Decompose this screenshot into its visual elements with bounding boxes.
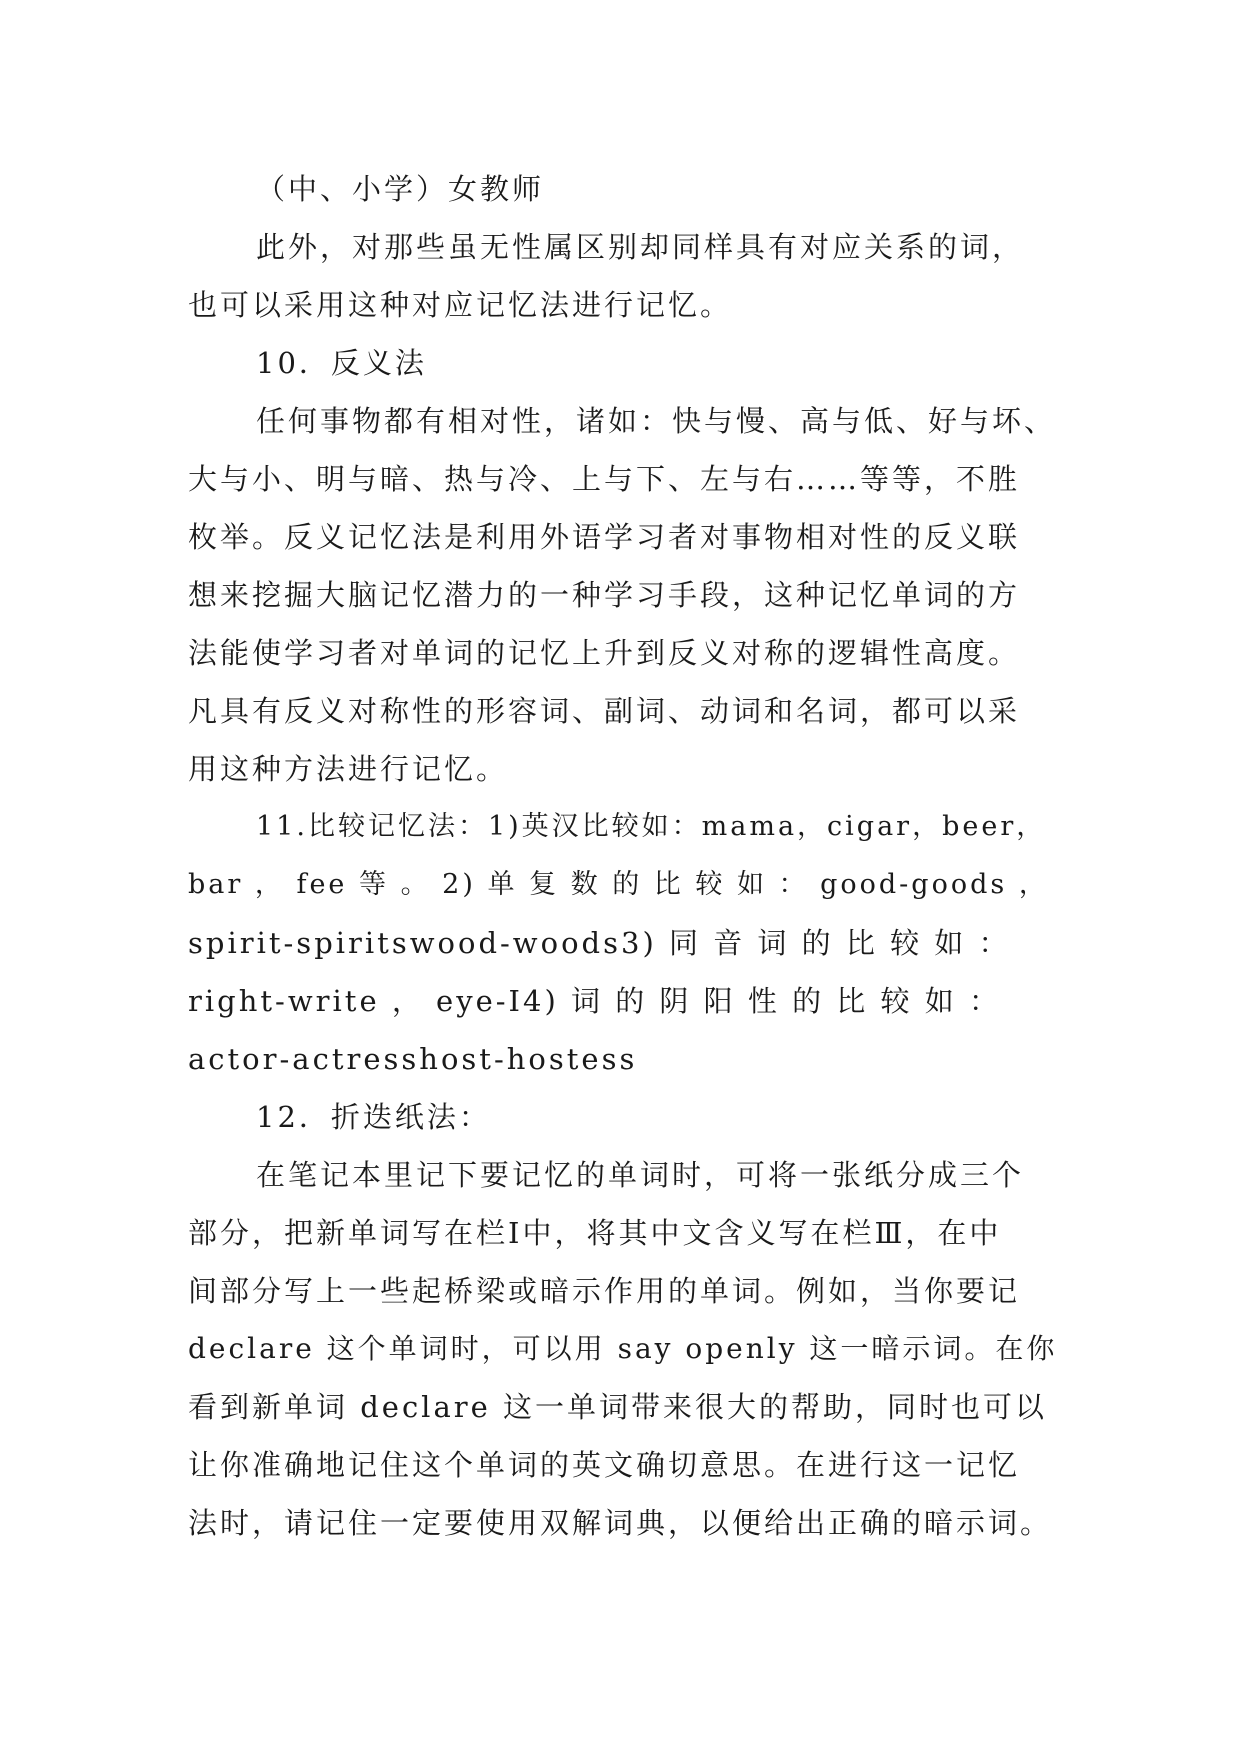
text-line: 间部分写上一些起桥梁或暗示作用的单词。例如，当你要记 bbox=[188, 1274, 1021, 1308]
text-line: declare 这个单词时，可以用 say openly 这一暗示词。在你 bbox=[188, 1332, 1058, 1365]
text-line: actor-actresshost-hostess bbox=[188, 1042, 638, 1076]
text-line: 凡具有反义对称性的形容词、副词、动词和名词，都可以采 bbox=[188, 694, 1021, 728]
text-line: 看到新单词 declare 这一单词带来很大的帮助，同时也可以 bbox=[188, 1390, 1047, 1424]
text-line: 此外，对那些虽无性属区别却同样具有对应关系的词， bbox=[256, 230, 1025, 264]
text-line: 任何事物都有相对性，诸如：快与慢、高与低、好与坏、 bbox=[256, 404, 1057, 438]
section-heading: 12．折迭纸法： bbox=[256, 1100, 491, 1134]
text-line: 用这种方法进行记忆。 bbox=[188, 752, 509, 786]
section-heading: 11.比较记忆法：1)英汉比较如：mama，cigar，beer， bbox=[256, 811, 1047, 842]
text-line: right-write ， eye-I4) 词 的 阴 阳 性 的 比 较 如 ： bbox=[188, 984, 1001, 1018]
text-line: 想来挖掘大脑记忆潜力的一种学习手段，这种记忆单词的方 bbox=[188, 578, 1021, 612]
section-heading: 10．反义法 bbox=[256, 346, 427, 380]
text-line: 枚举。反义记忆法是利用外语学习者对事物相对性的反义联 bbox=[188, 520, 1021, 554]
text-line: spirit-spiritswood-woods3) 同 音 词 的 比 较 如 ： bbox=[188, 926, 1011, 960]
text-line: 部分，把新单词写在栏Ⅰ中，将其中文含义写在栏Ⅲ，在中 bbox=[188, 1216, 1002, 1250]
text-line: 也可以采用这种对应记忆法进行记忆。 bbox=[188, 288, 733, 322]
text-line: 让你准确地记住这个单词的英文确切意思。在进行这一记忆 bbox=[188, 1448, 1021, 1482]
document-body bbox=[188, 160, 1058, 1552]
text-line: 法时，请记住一定要使用双解词典，以便给出正确的暗示词。 bbox=[188, 1506, 1053, 1540]
text-line: 在笔记本里记下要记忆的单词时，可将一张纸分成三个 bbox=[256, 1158, 1025, 1192]
text-line: 法能使学习者对单词的记忆上升到反义对称的逻辑性高度。 bbox=[188, 636, 1021, 670]
text-line: （中、小学）女教师 bbox=[256, 172, 545, 206]
text-line: bar ， fee 等 。 2) 单 复 数 的 比 较 如 ： good-goods ， bbox=[188, 869, 1049, 900]
text-line: 大与小、明与暗、热与冷、上与下、左与右……等等，不胜 bbox=[188, 462, 1021, 496]
